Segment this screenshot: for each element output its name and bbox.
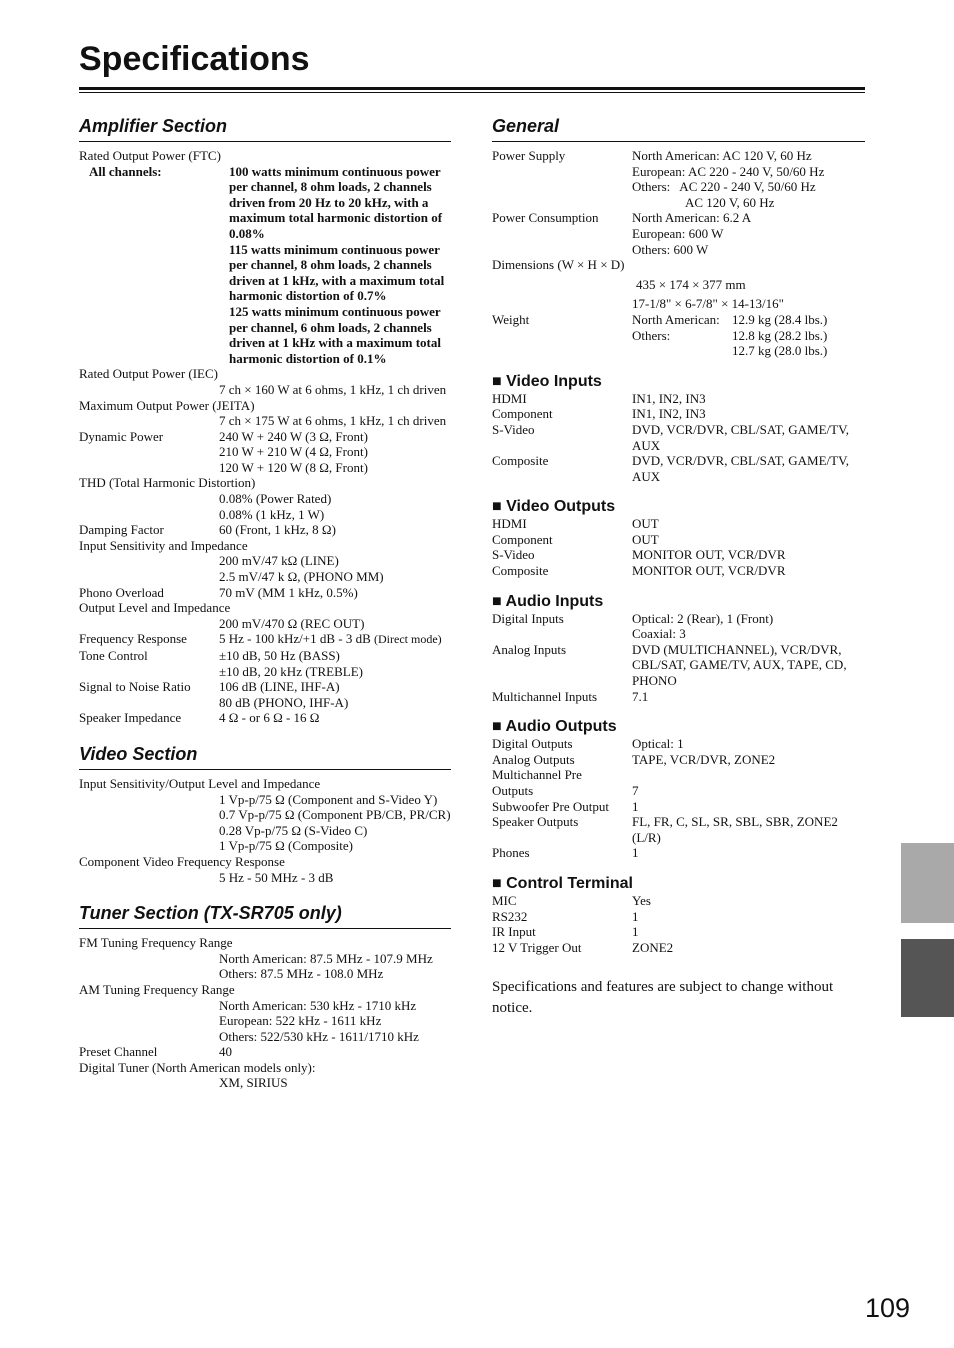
output-level-value: 200 mV/470 Ω (REC OUT) [219,615,365,631]
speaker-impedance-row [79,710,451,726]
right-column [492,116,865,1019]
fm-range-value: North American: 87.5 MHz - 107.9 MHz [219,950,433,966]
digital-inputs-value: Optical: 2 (Rear), 1 (Front) [632,610,774,626]
am-range-value: Others: 522/530 kHz - 1611/1710 kHz [219,1028,419,1044]
consumption-value: North American: 6.2 A [632,210,752,226]
analog-outputs-label: Analog Outputs [492,751,575,767]
rated-iec-value: 7 ch × 160 W at 6 ohms, 1 kHz, 1 ch driven [219,381,447,397]
dimensions-value: 435 × 174 × 377 mm [636,276,746,292]
video-io-value: 1 Vp-p/75 Ω (Component and S-Video Y) [219,791,438,807]
freq-response-label: Frequency Response [79,631,187,647]
am-range-value: European: 522 kHz - 1611 kHz [219,1013,382,1029]
input-sens-value: 200 mV/47 kΩ (LINE) [219,553,339,569]
phones-label: Phones [492,845,530,861]
table-row [492,909,865,925]
row-label: Component [492,531,553,547]
phono-row [79,585,451,601]
digital-inputs-row [492,611,865,642]
video-io-value: 0.28 Vp-p/75 Ω (S-Video C) [219,822,368,838]
power-supply-label: Power Supply [492,148,566,163]
table-row [492,547,865,563]
weight-region [632,343,732,359]
chapter-tab-light [901,843,954,923]
phones-row [492,845,865,861]
audio-inputs-heading: ■ Audio Inputs [492,592,604,610]
subwoofer-row [492,799,865,815]
snr-label: Signal to Noise Ratio [79,679,191,695]
damping-label: Damping Factor [79,522,164,538]
dynamic-power-row [79,429,451,476]
power-supply-value: European: AC 220 - 240 V, 50/60 Hz [632,163,825,179]
general-heading: General [492,116,865,142]
video-heading: Video Section [79,744,451,770]
thd-value: 0.08% (1 kHz, 1 W) [219,506,325,522]
dynamic-power-label: Dynamic Power [79,428,164,444]
row-label: IR Input [492,924,536,940]
video-freq-label: Component Video Frequency Response [79,853,285,869]
row-value: Yes [632,892,651,908]
preset-value: 40 [219,1044,232,1060]
video-freq-value: 5 Hz - 50 MHz - 3 dB [219,869,334,885]
weight-value: 12.8 kg (28.2 lbs.) [732,327,828,343]
multichannel-inputs-value: 7.1 [632,688,649,704]
consumption-label: Power Consumption [492,210,599,226]
dimensions-label: Dimensions (W × H × D) [492,257,625,273]
analog-outputs-value: TAPE, VCR/DVR, ZONE2 [632,751,776,767]
subwoofer-label: Subwoofer Pre Output [492,798,609,814]
fm-range-label: FM Tuning Frequency Range [79,935,233,951]
row-label: Composite [492,563,549,579]
audio-outputs-heading: ■ Audio Outputs [492,718,617,736]
multichannel-pre-label2: Outputs [492,783,534,798]
row-label: RS232 [492,908,528,924]
row-value: MONITOR OUT, VCR/DVR [632,547,786,563]
phono-value: 70 mV (MM 1 kHz, 0.5%) [219,584,358,600]
all-channels-label: All channels: [89,163,162,179]
speaker-outputs-label: Speaker Outputs [492,814,579,830]
dynamic-power-value: 210 W + 210 W (4 Ω, Front) [219,444,368,460]
power-supply-value: North American: AC 120 V, 60 Hz [632,148,812,163]
table-row [492,940,865,956]
damping-value: 60 (Front, 1 kHz, 8 Ω) [219,522,336,538]
weight-region: Others: [632,327,671,343]
table-row [492,422,865,453]
am-range-label: AM Tuning Frequency Range [79,981,235,997]
thd-label: THD (Total Harmonic Distortion) [79,475,256,491]
freq-response-value: 5 Hz - 100 kHz/+1 dB - 3 dB [219,631,371,647]
weight-row [492,312,865,359]
input-sens-value: 2.5 mV/47 k Ω, (PHONO MM) [219,569,384,585]
row-value: ZONE2 [632,939,674,955]
speaker-outputs-value: FL, FR, C, SL, SR, SBL, SBR, ZONE2 (L/R) [632,814,838,845]
phono-label: Phono Overload [79,584,164,600]
fm-range-value: Others: 87.5 MHz - 108.0 MHz [219,966,384,982]
freq-response-row [79,631,451,648]
table-row [492,532,865,548]
rated-iec-label: Rated Output Power (IEC) [79,366,219,382]
chapter-tab-dark [901,939,954,1017]
thd-value: 0.08% (Power Rated) [219,491,332,507]
row-value: DVD, VCR/DVR, CBL/SAT, GAME/TV, AUX [632,453,850,484]
row-label: Composite [492,453,549,469]
video-outputs-heading: ■ Video Outputs [492,498,616,516]
video-inputs-heading: ■ Video Inputs [492,372,602,390]
title-rule-thin [79,92,865,93]
multichannel-inputs-row [492,689,865,705]
row-value: 1 [632,924,639,940]
row-value: IN1, IN2, IN3 [632,406,706,422]
snr-value: 80 dB (PHONO, IHF-A) [219,694,349,710]
title-rule [79,87,865,90]
analog-inputs-row [492,642,865,689]
video-io-value: 0.7 Vp-p/75 Ω (Component PB/CB, PR/CR) [219,807,451,823]
table-row [492,453,865,484]
multichannel-pre-value: 7 [632,783,639,798]
rated-ftc-label: Rated Output Power (FTC) [79,148,221,163]
row-value: MONITOR OUT, VCR/DVR [632,563,786,579]
row-label: HDMI [492,390,527,406]
table-row [492,563,865,579]
speaker-outputs-row [492,814,865,845]
weight-value: 12.9 kg (28.4 lbs.) [732,311,828,327]
row-value: OUT [632,531,659,547]
input-sens-label: Input Sensitivity and Impedance [79,537,248,553]
dynamic-power-value: 240 W + 240 W (3 Ω, Front) [219,428,368,444]
subwoofer-value: 1 [632,798,639,814]
row-value: OUT [632,516,659,532]
freq-response-note: (Direct mode) [374,632,442,647]
output-level-label: Output Level and Impedance [79,600,231,616]
dimensions-value: 17-1/8" × 6-7/8" × 14-13/16" [632,296,784,312]
weight-label: Weight [492,311,530,327]
damping-row [79,522,451,538]
digital-outputs-label: Digital Outputs [492,736,573,752]
tone-control-label: Tone Control [79,648,148,663]
change-notice: Specifications and features are subject to change without notice. [492,979,834,1017]
power-supply-value: Others: AC 220 - 240 V, 50/60 Hz [632,179,816,195]
tuner-heading: Tuner Section (TX-SR705 only) [79,903,451,929]
row-label: 12 V Trigger Out [492,939,582,955]
page-title: Specifications [79,40,310,78]
multichannel-pre-label: Multichannel Pre [492,767,582,783]
snr-value: 106 dB (LINE, IHF-A) [219,679,340,695]
consumption-value: European: 600 W [632,225,724,241]
digital-tuner-label: Digital Tuner (North American models only): [79,1059,316,1075]
row-value: DVD, VCR/DVR, CBL/SAT, GAME/TV, AUX [632,421,850,453]
video-io-value: 1 Vp-p/75 Ω (Composite) [219,838,353,854]
multichannel-inputs-label: Multichannel Inputs [492,688,598,704]
power-supply-value: AC 120 V, 60 Hz [685,194,775,210]
row-value: IN1, IN2, IN3 [632,390,706,406]
table-row [492,924,865,940]
analog-outputs-row [492,752,865,768]
analog-inputs-value: DVD (MULTICHANNEL), VCR/DVR, CBL/SAT, GAME/TV, AUX, TAPE, CD, PHONO [632,641,847,689]
row-label: MIC [492,892,517,908]
all-channels-row [79,164,451,367]
phones-value: 1 [632,845,639,861]
tone-control-value: ±10 dB, 50 Hz (BASS) [219,648,340,663]
digital-outputs-value: Optical: 1 [632,736,684,752]
row-label: Component [492,406,553,422]
amplifier-heading: Amplifier Section [79,116,451,142]
all-channels-value: 125 watts minimum continuous power per channel, 6 ohm loads, 2 channels driven at 1 kHz with a maximum total harmonic distortion of 0.1% [229,303,441,366]
row-value: 1 [632,908,639,924]
digital-inputs-value: Coaxial: 3 [632,626,686,642]
row-label: S-Video [492,421,535,437]
speaker-impedance-label: Speaker Impedance [79,710,182,726]
all-channels-value: 115 watts minimum continuous power per channel, 8 ohm loads, 2 channels driven at 1 kHz, with a maximum total harmonic distortion of 0.7% [229,241,445,304]
preset-row [79,1044,451,1060]
row-label: HDMI [492,516,527,532]
page-number: 109 [865,1293,911,1323]
table-row [492,893,865,909]
am-range-value: North American: 530 kHz - 1710 kHz [219,997,417,1013]
digital-outputs-row [492,736,865,752]
multichannel-pre-row [492,783,865,799]
power-supply-row [492,148,865,210]
all-channels-value: 100 watts minimum continuous power per channel, 8 ohm loads, 2 channels driven from 20 Hz to 20 kHz, with a maximum total harmonic distortion of 0.08% [229,163,443,241]
digital-inputs-label: Digital Inputs [492,610,564,626]
analog-inputs-label: Analog Inputs [492,641,567,657]
control-heading: ■ Control Terminal [492,874,633,892]
max-jeita-value: 7 ch × 175 W at 6 ohms, 1 kHz, 1 ch driven [219,413,447,429]
row-label: S-Video [492,547,535,563]
weight-value: 12.7 kg (28.0 lbs.) [732,343,828,359]
video-io-label: Input Sensitivity/Output Level and Impedance [79,775,321,791]
table-row [492,516,865,532]
dynamic-power-value: 120 W + 120 W (8 Ω, Front) [219,459,368,475]
consumption-value: Others: 600 W [632,241,709,257]
table-row [492,406,865,422]
weight-region: North American: [632,311,720,327]
max-jeita-label: Maximum Output Power (JEITA) [79,397,255,413]
tone-control-value: ±10 dB, 20 kHz (TREBLE) [219,663,363,679]
table-row [492,391,865,407]
snr-row [79,679,451,710]
digital-tuner-value: XM, SIRIUS [219,1075,288,1091]
preset-label: Preset Channel [79,1044,158,1060]
speaker-impedance-value: 4 Ω - or 6 Ω - 16 Ω [219,710,320,726]
consumption-row [492,210,865,257]
left-column [79,116,451,1091]
tone-control-row [79,648,451,679]
